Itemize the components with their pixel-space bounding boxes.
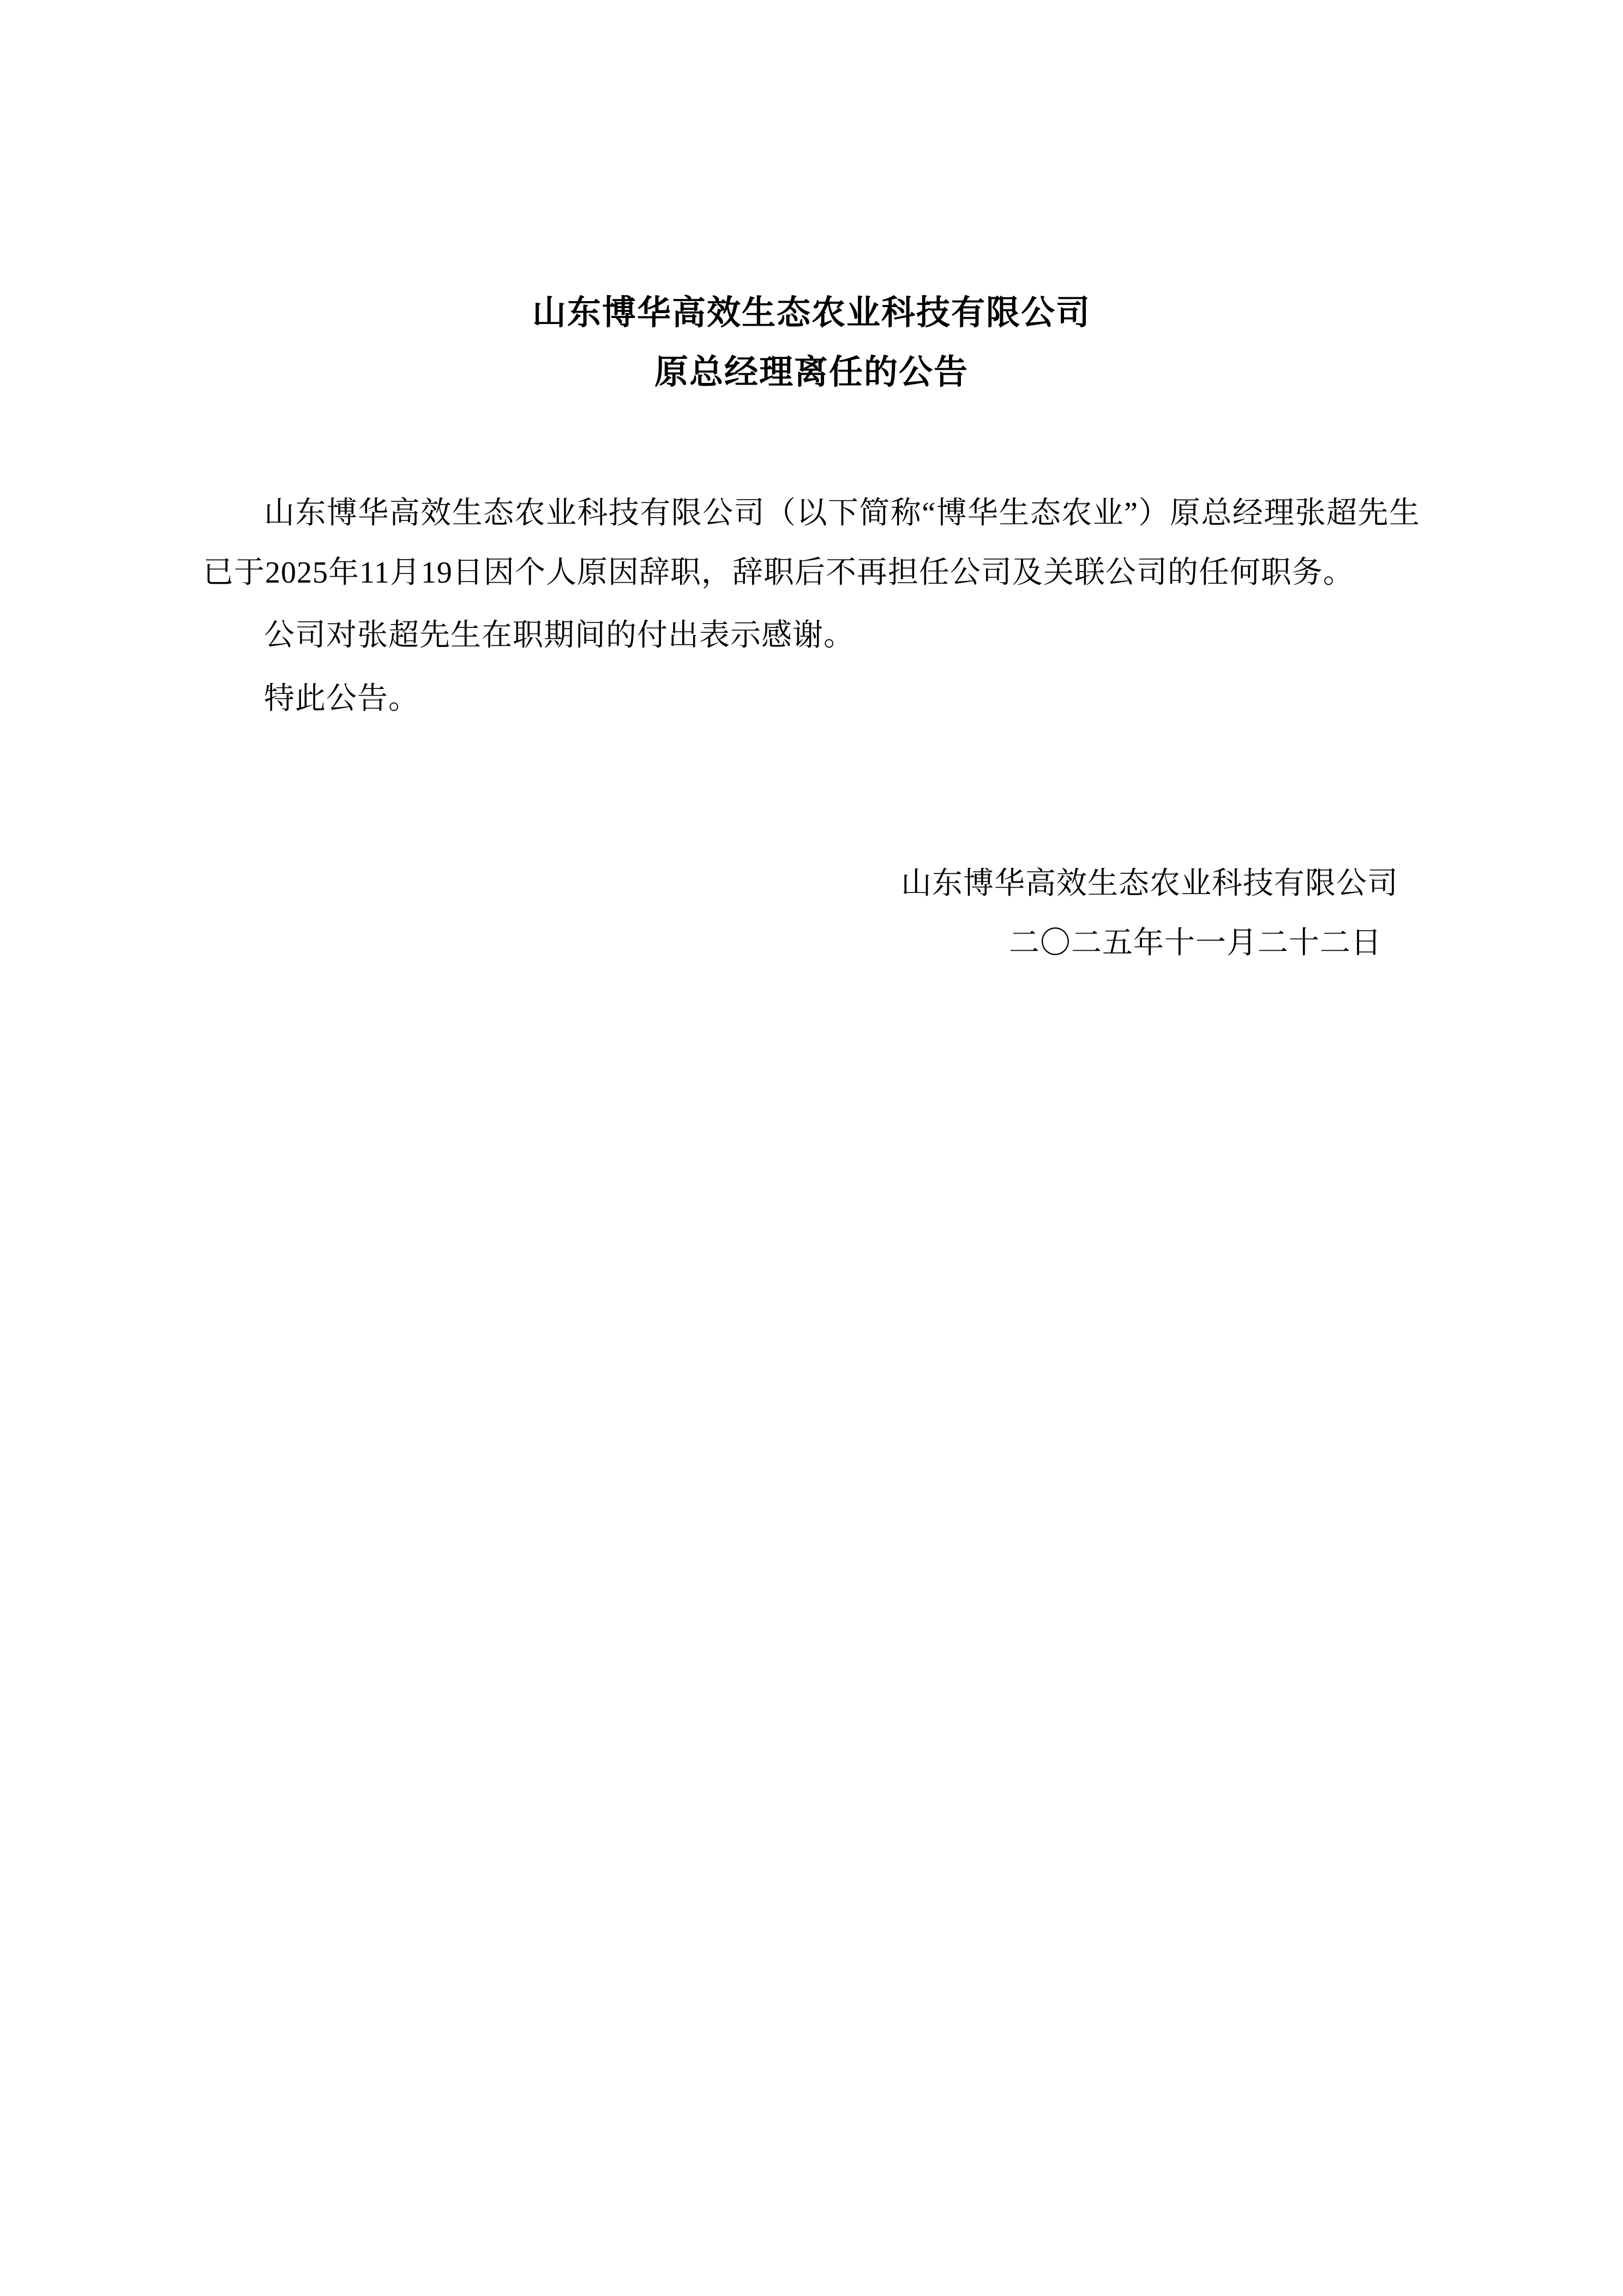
signature-block bbox=[203, 854, 1420, 973]
body-paragraph-1: 山东博华高效生态农业科技有限公司（以下简称“博华生态农业”）原总经理张超先生已于2025年11月19日因个人原因辞职，辞职后不再担任公司及关联公司的任何职务。 bbox=[203, 496, 1420, 590]
document-body bbox=[203, 484, 1420, 729]
document-content bbox=[203, 0, 1420, 973]
signature-date: 二〇二五年十一月二十二日 bbox=[1009, 926, 1382, 960]
title-line-1: 山东博华高效生态农业科技有限公司 bbox=[532, 295, 1091, 332]
signature-company: 山东博华高效生态农业科技有限公司 bbox=[901, 866, 1398, 901]
document-title bbox=[203, 284, 1420, 402]
body-paragraph-3: 特此公告。 bbox=[264, 681, 419, 716]
body-paragraph-2: 公司对张超先生在职期间的付出表示感谢。 bbox=[264, 619, 855, 653]
title-line-2: 原总经理离任的公告 bbox=[654, 353, 969, 391]
